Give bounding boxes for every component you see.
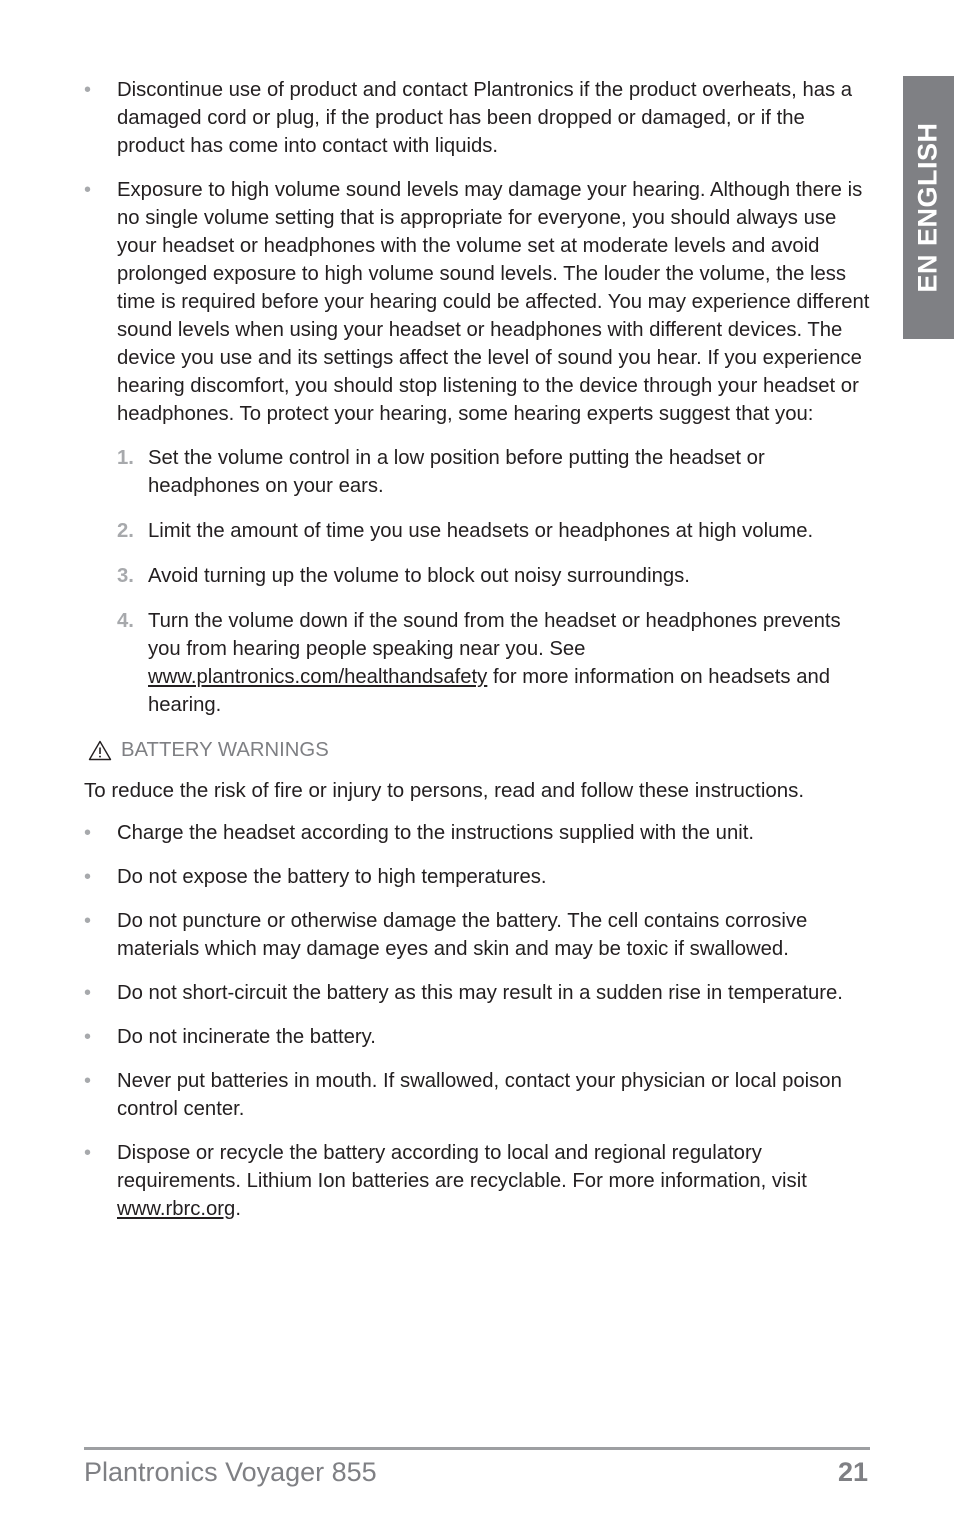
bullet-text: Discontinue use of product and contact Plantronics if the product overheats, has a damaged cord or plug, if the product has been dropped or damaged, or if the product has come into contact with liquids.: [117, 79, 853, 157]
bullet-dot-icon: •: [84, 179, 92, 201]
list-item: [84, 176, 870, 719]
list-item: [84, 1023, 870, 1051]
step-text: Turn the volume down if the sound from the headset or headphones prevents you from hearing people speaking near you. See: [148, 610, 841, 660]
bullet-dot-icon: •: [84, 79, 92, 101]
bullet-text: Never put batteries in mouth. If swallowed, contact your physician or local poison control center.: [117, 1070, 842, 1120]
step-number: 2.: [117, 520, 134, 542]
list-item: [84, 76, 870, 160]
list-item: [84, 979, 870, 1007]
list-item: [117, 562, 870, 590]
step-text: Avoid turning up the volume to block out noisy surroundings.: [148, 565, 690, 587]
bullet-dot-icon: •: [84, 1026, 92, 1048]
bullet-text: Charge the headset according to the instructions supplied with the unit.: [117, 822, 754, 844]
bullet-text: .: [235, 1198, 241, 1220]
battery-warnings-title: BATTERY WARNINGS: [121, 739, 329, 761]
list-item: [117, 607, 870, 719]
list-item: [84, 907, 870, 963]
page-number: 21: [837, 1457, 868, 1487]
bullet-dot-icon: •: [84, 1142, 92, 1164]
list-item: [117, 444, 870, 500]
bullet-text: Do not puncture or otherwise damage the battery. The cell contains corrosive materials which may damage eyes and skin and may be toxic if swallowed.: [117, 910, 808, 960]
battery-bullet-list: [84, 819, 870, 1223]
safety-bullet-list: [84, 76, 870, 719]
bullet-text: Exposure to high volume sound levels may damage your hearing. Although there is no single volume setting that is appropriate for everyone, you should always use your headset or headphones with the volume set at moderate levels and avoid prolonged exposure to high volume sound levels. The louder the volume, the less time is required before your hearing could be affected. You may experience different sound levels when using your headset or headphones with different devices. The device you use and its settings affect the level of sound you hear. If you experience hearing discomfort, you should stop listening to the device through your headset or headphones. To protect your hearing, some hearing experts suggest that you:: [117, 179, 870, 425]
bullet-dot-icon: •: [84, 910, 92, 932]
step-text: for more information on headsets and hearing.: [148, 666, 831, 716]
rbrc-link[interactable]: www.rbrc.org: [117, 1198, 236, 1220]
list-item: [84, 863, 870, 891]
step-number: 3.: [117, 565, 134, 587]
bullet-text: Do not short-circuit the battery as this may result in a sudden rise in temperature.: [117, 982, 843, 1004]
bullet-dot-icon: •: [84, 1070, 92, 1092]
language-tab-label: EN ENGLISH: [913, 122, 943, 293]
list-item: [117, 517, 870, 545]
list-item: [84, 1139, 870, 1223]
list-item: [84, 819, 870, 847]
bullet-dot-icon: •: [84, 822, 92, 844]
list-item: [84, 1067, 870, 1123]
warning-triangle-icon: [88, 740, 112, 761]
battery-intro: To reduce the risk of fire or injury to persons, read and follow these instructions.: [84, 779, 805, 802]
language-tab: [903, 76, 954, 339]
page-content: [84, 76, 870, 1239]
bullet-text: Do not expose the battery to high temperatures.: [117, 866, 547, 888]
step-number: 4.: [117, 610, 134, 632]
bullet-text: Dispose or recycle the battery according to local and regional regulatory requirements. Lithium Ion batteries are recyclable. For more information, visit: [117, 1142, 807, 1192]
step-text: Set the volume control in a low position before putting the headset or headphones on your ears.: [148, 447, 765, 497]
bullet-text: Do not incinerate the battery.: [117, 1026, 376, 1048]
bullet-dot-icon: •: [84, 982, 92, 1004]
battery-warnings-heading: [84, 735, 870, 765]
footer-product-title: Plantronics Voyager 855: [84, 1457, 377, 1487]
footer-divider: [84, 1447, 870, 1450]
bullet-dot-icon: •: [84, 866, 92, 888]
health-safety-link[interactable]: www.plantronics.com/healthandsafety: [148, 666, 488, 688]
step-number: 1.: [117, 447, 134, 469]
step-text: Limit the amount of time you use headsets or headphones at high volume.: [148, 520, 814, 542]
hearing-steps-list: [117, 444, 870, 719]
